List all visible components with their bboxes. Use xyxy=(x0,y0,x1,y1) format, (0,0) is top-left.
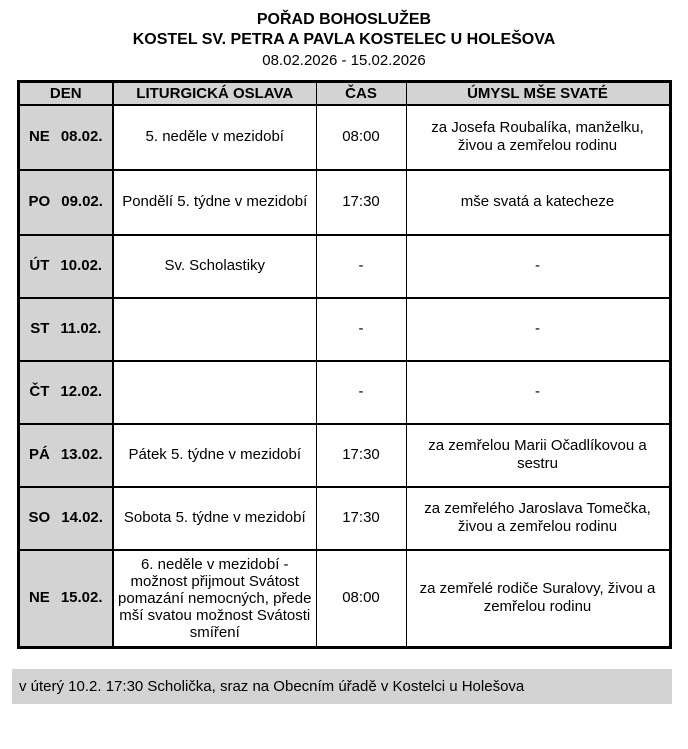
schedule-row xyxy=(18,361,670,424)
schedule-row xyxy=(18,105,670,170)
day-cell xyxy=(18,298,113,361)
schedule-row xyxy=(18,550,670,648)
day-cell xyxy=(18,550,113,648)
time-cell: - xyxy=(316,298,406,361)
intention-cell: za zemřelou Marii Očadlíkovou a sestru xyxy=(406,424,670,487)
day-abbreviation: PO xyxy=(28,193,51,210)
day-cell xyxy=(18,361,113,424)
time-cell: 17:30 xyxy=(316,170,406,235)
day-cell xyxy=(18,235,113,298)
schedule-row xyxy=(18,487,670,550)
column-header-day: DEN xyxy=(18,82,113,105)
celebration-cell: 5. neděle v mezidobí xyxy=(113,105,316,170)
day-date: 12.02. xyxy=(60,383,103,400)
day-abbreviation: PÁ xyxy=(28,446,50,463)
celebration-cell: Pátek 5. týdne v mezidobí xyxy=(113,424,316,487)
day-date: 15.02. xyxy=(60,589,103,607)
intention-cell: - xyxy=(406,298,670,361)
day-cell xyxy=(18,170,113,235)
celebration-cell: Sobota 5. týdne v mezidobí xyxy=(113,487,316,550)
day-abbreviation: ČT xyxy=(29,383,50,400)
celebration-cell: Sv. Scholastiky xyxy=(113,235,316,298)
footer-note: v úterý 10.2. 17:30 Scholička, sraz na Obecním úřadě v Kostelci u Holešova xyxy=(19,678,525,695)
mass-schedule-table xyxy=(17,80,672,649)
intention-cell: mše svatá a katecheze xyxy=(406,170,670,235)
day-abbreviation: ST xyxy=(30,320,50,337)
day-cell xyxy=(18,424,113,487)
time-cell: 08:00 xyxy=(316,105,406,170)
column-header-time: ČAS xyxy=(316,82,406,105)
intention-cell: - xyxy=(406,361,670,424)
intention-cell: za zemřelé rodiče Suralovy, živou a zemřelou rodinu xyxy=(406,550,670,648)
schedule-row xyxy=(18,235,670,298)
day-date: 11.02. xyxy=(60,320,102,337)
time-cell: - xyxy=(316,361,406,424)
day-abbreviation: NE xyxy=(28,589,50,607)
schedule-row xyxy=(18,298,670,361)
time-cell: 17:30 xyxy=(316,424,406,487)
schedule-body xyxy=(18,105,670,648)
day-date: 14.02. xyxy=(61,509,103,526)
week-date-range: 08.02.2026 - 15.02.2026 xyxy=(262,52,426,69)
day-date: 08.02. xyxy=(60,128,103,145)
church-name: KOSTEL SV. PETRA A PAVLA KOSTELEC U HOLEŠOVA xyxy=(132,31,556,48)
day-date: 13.02. xyxy=(60,446,103,463)
day-cell xyxy=(18,105,113,170)
celebration-cell xyxy=(113,298,316,361)
table-header-row xyxy=(18,82,670,105)
day-date: 10.02. xyxy=(60,257,103,274)
schedule-row xyxy=(18,170,670,235)
day-date: 09.02. xyxy=(61,193,103,210)
day-abbreviation: ÚT xyxy=(29,257,50,274)
time-cell: - xyxy=(316,235,406,298)
intention-cell: za zemřelého Jaroslava Tomečka, živou a zemřelou rodinu xyxy=(406,487,670,550)
page-title: POŘAD BOHOSLUŽEB xyxy=(256,11,432,28)
day-abbreviation: SO xyxy=(28,509,51,526)
celebration-cell: 6. neděle v mezidobí - možnost přijmout Svátost pomazání nemocných, přede mší svatou možnost Svátosti smíření xyxy=(113,550,316,648)
intention-cell: za Josefa Roubalíka, manželku, živou a zemřelou rodinu xyxy=(406,105,670,170)
day-cell xyxy=(18,487,113,550)
column-header-intention: ÚMYSL MŠE SVATÉ xyxy=(406,82,670,105)
footer-note-bar xyxy=(12,669,672,704)
celebration-cell: Pondělí 5. týdne v mezidobí xyxy=(113,170,316,235)
column-header-celebration: LITURGICKÁ OSLAVA xyxy=(113,82,316,105)
day-abbreviation: NE xyxy=(28,128,50,145)
intention-cell: - xyxy=(406,235,670,298)
title-block xyxy=(0,0,688,71)
schedule-row xyxy=(18,424,670,487)
time-cell: 17:30 xyxy=(316,487,406,550)
celebration-cell xyxy=(113,361,316,424)
time-cell: 08:00 xyxy=(316,550,406,648)
